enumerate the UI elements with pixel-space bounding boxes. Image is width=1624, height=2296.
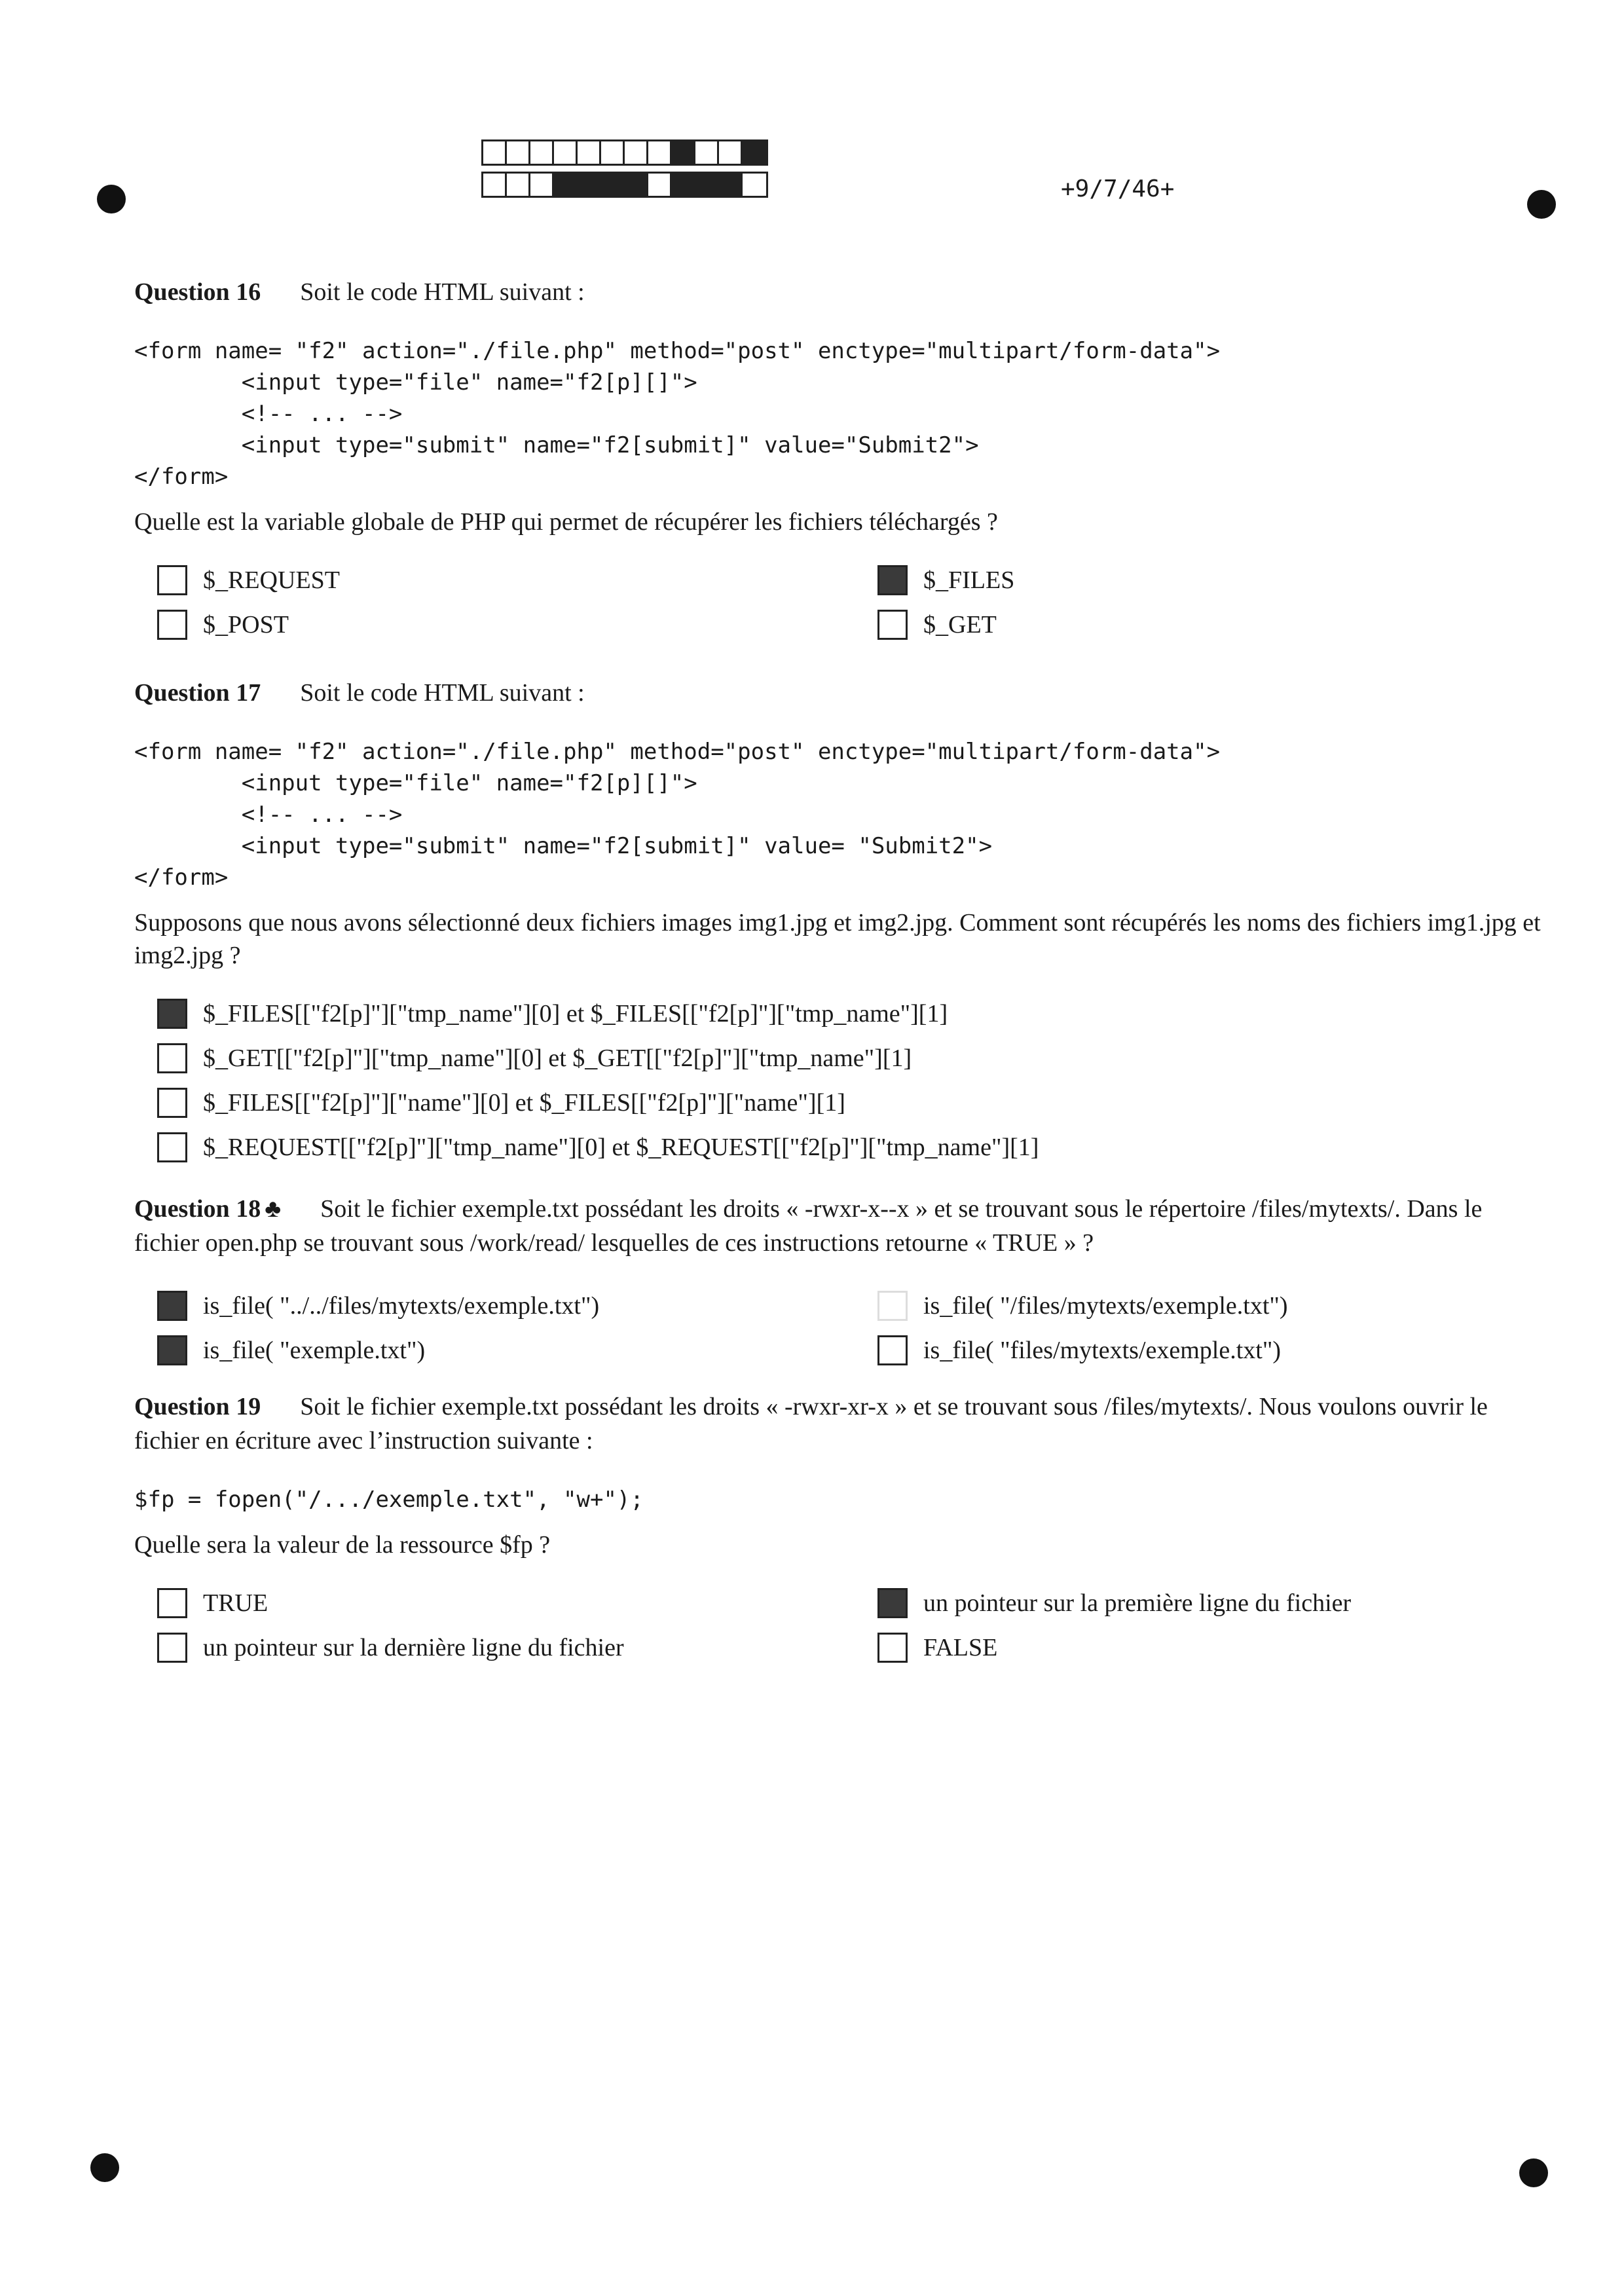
barcode-cell (695, 141, 719, 164)
barcode-cell (648, 174, 672, 196)
answer-label: un pointeur sur la dernière ligne du fichier (203, 1634, 624, 1661)
answer-option[interactable] (855, 1331, 1542, 1370)
question-prompt: Quelle sera la valeur de la ressource $fp ? (134, 1531, 551, 1559)
barcode-cell (672, 174, 695, 196)
question-number: Question 18 ♣ (134, 1195, 282, 1223)
answer-label: is_file( "files/mytexts/exemple.txt") (923, 1337, 1282, 1364)
answer-option[interactable] (134, 1628, 855, 1667)
answer-option[interactable] (855, 1628, 1542, 1667)
answer-option[interactable] (855, 1286, 1542, 1325)
barcode-cell (719, 141, 743, 164)
question-header (134, 676, 1542, 710)
answer-checkbox[interactable] (877, 1633, 908, 1663)
answer-label: $_REQUEST (203, 566, 340, 594)
answer-option[interactable] (134, 1331, 855, 1370)
barcode-row-1 (481, 139, 768, 166)
question-prompt: Supposons que nous avons sélectionné deux fichiers images img1.jpg et img2.jpg. Comment sont récupérés les noms des fichiers img1.jpg et img2.jpg ? (134, 909, 1541, 969)
barcode-cell (554, 174, 578, 196)
answer-option[interactable] (134, 1083, 1542, 1122)
barcode-cell (648, 141, 672, 164)
barcode-cell (507, 174, 530, 196)
answer-label: is_file( "../../files/mytexts/exemple.txt") (203, 1292, 600, 1320)
answer-checkbox[interactable] (877, 1291, 908, 1321)
barcode-cell (530, 174, 554, 196)
question-number: Question 17 (134, 679, 261, 707)
answer-option[interactable] (855, 561, 1542, 600)
answer-checkbox[interactable] (877, 610, 908, 640)
answer-label: TRUE (203, 1589, 268, 1617)
code-block: <form name= "f2" action="./file.php" method="post" enctype="multipart/form-data"> <input type="file" name="f2[p][]"> <!-- ... --> <input type="submit" name="f2[submit]" value= "Submit2"> </form> (134, 739, 1221, 891)
question-19 (134, 1390, 1542, 1667)
answer-checkbox[interactable] (157, 610, 187, 640)
answer-option[interactable] (134, 561, 855, 600)
answer-label: is_file( "/files/mytexts/exemple.txt") (923, 1292, 1288, 1320)
registration-mark-bottom-left (90, 2153, 119, 2182)
answer-checkbox[interactable] (877, 1588, 908, 1618)
answer-checkbox[interactable] (157, 1335, 187, 1365)
question-intro: Soit le code HTML suivant : (300, 278, 585, 306)
question-intro: Soit le code HTML suivant : (300, 679, 585, 707)
answer-label: un pointeur sur la première ligne du fichier (923, 1589, 1352, 1617)
answer-option[interactable] (855, 1583, 1542, 1623)
question-18 (134, 1192, 1542, 1370)
registration-mark-bottom-right (1519, 2158, 1548, 2187)
club-icon: ♣ (265, 1195, 282, 1223)
barcode-cell (601, 174, 625, 196)
question-header (134, 1192, 1542, 1260)
answer-checkbox[interactable] (157, 1088, 187, 1118)
question-17 (134, 676, 1542, 1167)
answer-option[interactable] (134, 994, 1542, 1033)
code-block: $fp = fopen("/.../exemple.txt", "w+"); (134, 1487, 644, 1513)
answer-checkbox[interactable] (157, 565, 187, 595)
answer-option[interactable] (134, 1583, 855, 1623)
answer-option[interactable] (855, 605, 1542, 644)
question-16 (134, 275, 1542, 644)
answer-label: $_GET (923, 611, 997, 639)
barcode-cell (530, 141, 554, 164)
answer-label: is_file( "exemple.txt") (203, 1337, 426, 1364)
answer-checkbox[interactable] (157, 999, 187, 1029)
answer-checkbox[interactable] (157, 1588, 187, 1618)
answer-list (134, 994, 1542, 1167)
answer-option[interactable] (134, 1128, 1542, 1167)
answer-checkbox[interactable] (157, 1633, 187, 1663)
answer-option[interactable] (134, 1039, 1542, 1078)
barcode-cell (554, 141, 578, 164)
registration-mark-top-right (1527, 190, 1556, 219)
question-intro: Soit le fichier exemple.txt possédant les droits « -rwxr-x--x » et se trouvant sous le répertoire /files/mytexts/. Dans le fichier open.php se trouvant sous /work/read/ lesquelles de ces instructions retourne « TRUE » ? (134, 1195, 1483, 1257)
code-block: <form name= "f2" action="./file.php" method="post" enctype="multipart/form-data"> <input type="file" name="f2[p][]"> <!-- ... --> <input type="submit" name="f2[submit]" value="Submit2"> </form> (134, 338, 1221, 490)
barcode-cell (625, 174, 648, 196)
answer-checkbox[interactable] (157, 1132, 187, 1162)
barcode-cell (743, 174, 766, 196)
answer-label: FALSE (923, 1634, 998, 1661)
question-number: Question 16 (134, 278, 261, 306)
barcode-cell (743, 141, 766, 164)
barcode-cell (483, 174, 507, 196)
page-code: +9/7/46+ (1061, 176, 1175, 202)
barcode-cell (507, 141, 530, 164)
answer-label: $_POST (203, 611, 289, 639)
question-header (134, 1390, 1542, 1458)
answer-label: $_FILES[["f2[p]"]["tmp_name"][0] et $_FILES[["f2[p]"]["tmp_name"][1] (203, 1000, 948, 1028)
answer-label: $_REQUEST[["f2[p]"]["tmp_name"][0] et $_REQUEST[["f2[p]"]["tmp_name"][1] (203, 1134, 1039, 1161)
answer-list (134, 1286, 1542, 1370)
barcode-cell (719, 174, 743, 196)
answer-checkbox[interactable] (157, 1291, 187, 1321)
answer-list (134, 1583, 1542, 1667)
barcode-cell (625, 141, 648, 164)
question-prompt: Quelle est la variable globale de PHP qui permet de récupérer les fichiers téléchargés ? (134, 508, 998, 536)
barcode-cell (578, 174, 601, 196)
registration-mark-top-left (97, 185, 126, 213)
barcode-cell (672, 141, 695, 164)
answer-checkbox[interactable] (877, 565, 908, 595)
question-number: Question 19 (134, 1393, 261, 1420)
answer-option[interactable] (134, 605, 855, 644)
answer-checkbox[interactable] (877, 1335, 908, 1365)
answer-list (134, 561, 1542, 644)
barcode-cell (578, 141, 601, 164)
question-intro: Soit le fichier exemple.txt possédant les droits « -rwxr-xr-x » et se trouvant sous /files/mytexts/. Nous voulons ouvrir le fichier en écriture avec l’instruction suivante : (134, 1393, 1488, 1454)
answer-label: $_FILES[["f2[p]"]["name"][0] et $_FILES[["f2[p]"]["name"][1] (203, 1089, 845, 1117)
question-header (134, 275, 1542, 309)
barcode-cell (483, 141, 507, 164)
answer-option[interactable] (134, 1286, 855, 1325)
answer-label: $_GET[["f2[p]"]["tmp_name"][0] et $_GET[["f2[p]"]["tmp_name"][1] (203, 1045, 912, 1072)
barcode-cell (695, 174, 719, 196)
answer-label: $_FILES (923, 566, 1015, 594)
answer-checkbox[interactable] (157, 1043, 187, 1073)
barcode-cell (601, 141, 625, 164)
barcode-row-2 (481, 172, 768, 198)
